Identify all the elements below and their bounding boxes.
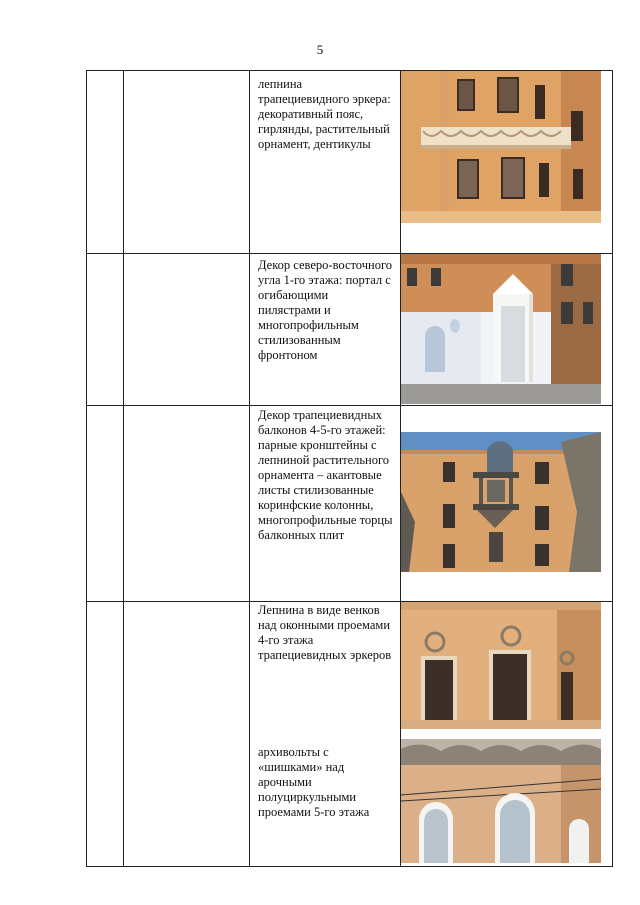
page-number: 5: [316, 42, 324, 57]
monument-decor-table: [86, 70, 613, 867]
element-name-cell: [124, 254, 250, 406]
row-number-cell: [87, 254, 124, 406]
table-row: [87, 254, 613, 406]
photo-cell: [401, 602, 613, 867]
bay-window-stucco-photo: [401, 71, 601, 223]
description-cell: [250, 406, 401, 602]
description-cell: [250, 71, 401, 254]
element-name-cell: [124, 406, 250, 602]
arch-window-photo: [401, 739, 601, 863]
description-text: Декор трапециевидных балконов 4-5-го этажей: парные кронштейны с лепниной растительного орнамента – акантовые листы стилизованные коринфские колонны, многопрофильные торцы балконных плит: [258, 408, 393, 542]
balcony-photo: [401, 432, 601, 572]
corner-portal-photo: [401, 254, 601, 404]
element-name-cell: [124, 71, 250, 254]
description-text-secondary: архивольты с «шишками» над арочными полуциркульными проемами 5-го этажа: [258, 745, 370, 819]
description-text: Лепнина в виде венков над оконными проемами 4-го этажа трапециевидных эркеров: [258, 603, 392, 662]
table-row: [87, 406, 613, 602]
photo-cell: [401, 71, 613, 254]
description-text: лепнина трапециевидного эркера: декоративный пояс, гирлянды, растительный орнамент, дентикулы: [258, 77, 391, 151]
row-number-cell: [87, 602, 124, 867]
element-name-cell: [124, 602, 250, 867]
table-row: [87, 602, 613, 867]
table-row: [87, 71, 613, 254]
row-number-cell: [87, 406, 124, 602]
description-cell: [250, 254, 401, 406]
photo-cell: [401, 254, 613, 406]
description-text: Декор северо-восточного угла 1-го этажа: портал с огибающими пилястрами и многопрофильным стилизованным фронтоном: [258, 258, 393, 362]
photo-cell: [401, 406, 613, 602]
window-wreath-photo: [401, 602, 601, 729]
description-cell: [250, 602, 401, 867]
row-number-cell: [87, 71, 124, 254]
